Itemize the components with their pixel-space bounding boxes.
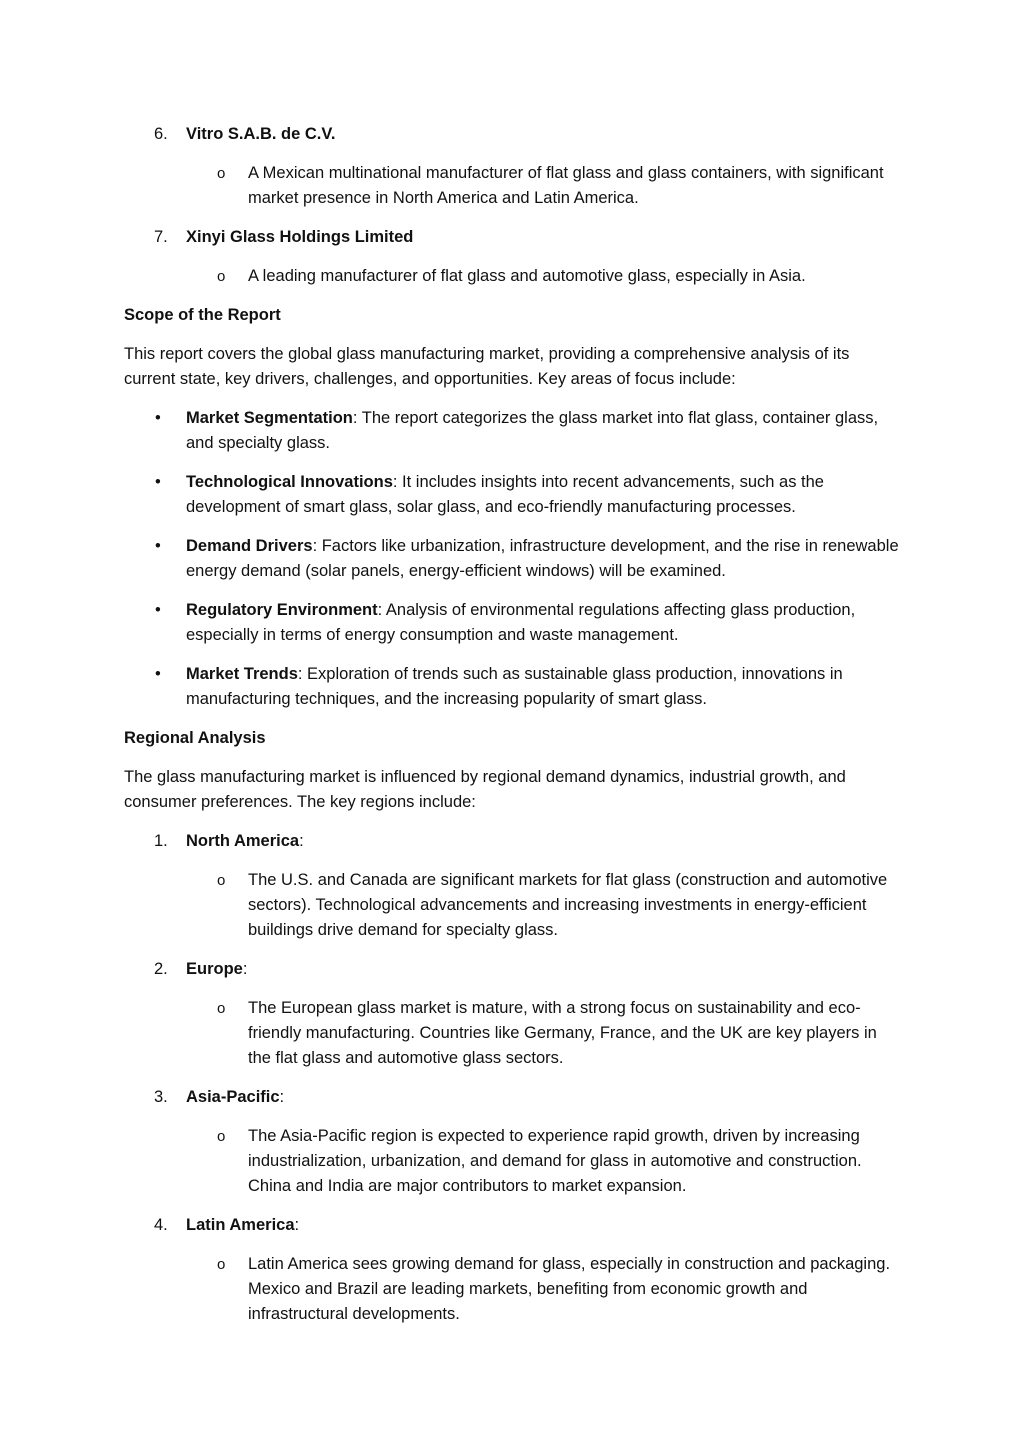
circle-bullet-icon: o (217, 165, 226, 182)
bullet-title: Market Segmentation (186, 409, 353, 427)
list-number: 6. (154, 125, 168, 143)
regional-intro: The glass manufacturing market is influenced by regional demand dynamics, industrial growth, and consumer preferences. The key regions include: (124, 768, 846, 811)
list-number: 7. (154, 228, 168, 246)
bullet-icon: • (155, 601, 161, 619)
scope-bullet-item (124, 662, 904, 712)
scope-bullet-item (124, 598, 904, 648)
company-name: Vitro S.A.B. de C.V. (186, 125, 336, 143)
region-description (124, 1252, 904, 1327)
description-text: A Mexican multinational manufacturer of flat glass and glass containers, with significant market presence in North America and Latin America. (248, 164, 884, 207)
company-description (124, 264, 904, 289)
list-number: 4. (154, 1216, 168, 1234)
description-text: A leading manufacturer of flat glass and automotive glass, especially in Asia. (248, 267, 806, 285)
company-item (124, 225, 904, 250)
bullet-text: : Exploration of trends such as sustainable glass production, innovations in manufacturing techniques, and the increasing popularity of smart glass. (186, 665, 843, 708)
bullet-text: : The report categorizes the glass market into flat glass, container glass, and specialty glass. (186, 409, 879, 452)
company-description (124, 161, 904, 211)
circle-bullet-icon: o (217, 268, 226, 285)
circle-bullet-icon: o (217, 872, 226, 889)
bullet-title: Demand Drivers (186, 537, 313, 555)
section-heading-scope: Scope of the Report (124, 306, 281, 324)
region-name: Asia-Pacific (186, 1088, 280, 1106)
region-suffix: : (279, 1088, 285, 1106)
scope-intro: This report covers the global glass manufacturing market, providing a comprehensive analysis of its current state, key drivers, challenges, and opportunities. Key areas of focus include: (124, 345, 850, 388)
document-content (124, 122, 904, 1341)
company-item (124, 122, 904, 147)
list-number: 2. (154, 960, 168, 978)
region-suffix: : (299, 832, 304, 850)
region-description (124, 996, 904, 1071)
region-name: North America (186, 832, 300, 850)
bullet-text: : Analysis of environmental regulations affecting glass production, especially in terms of energy consumption and waste management. (186, 601, 856, 644)
list-number: 1. (154, 832, 168, 850)
region-item (124, 829, 904, 854)
description-text: The European glass market is mature, with a strong focus on sustainability and eco-friendly manufacturing. Countries like Germany, France, and the UK are key players in the flat glass and automotive glass sectors. (248, 999, 877, 1067)
scope-bullet-item (124, 470, 904, 520)
region-name: Europe (186, 960, 243, 978)
scope-bullet-item (124, 406, 904, 456)
description-text: The U.S. and Canada are significant markets for flat glass (construction and automotive sectors). Technological advancements and increasing investments in energy-efficient buildings drive demand for specialty glass. (248, 871, 888, 939)
company-name: Xinyi Glass Holdings Limited (186, 228, 414, 246)
list-number: 3. (154, 1088, 168, 1106)
bullet-text: : It includes insights into recent advancements, such as the development of smart glass, solar glass, and eco-friendly manufacturing processes. (186, 473, 824, 516)
bullet-icon: • (155, 409, 161, 427)
bullet-icon: • (155, 473, 161, 491)
circle-bullet-icon: o (217, 1256, 226, 1273)
region-description (124, 868, 904, 943)
scope-bullet-item (124, 534, 904, 584)
bullet-icon: • (155, 537, 161, 555)
bullet-title: Regulatory Environment (186, 601, 378, 619)
bullet-title: Market Trends (186, 665, 298, 683)
region-suffix: : (294, 1216, 300, 1234)
region-description (124, 1124, 904, 1199)
description-text: The Asia-Pacific region is expected to experience rapid growth, driven by increasing industrialization, urbanization, and demand for glass in automotive and construction. China and India are major contributors to market expansion. (248, 1127, 862, 1195)
bullet-text: : Factors like urbanization, infrastructure development, and the rise in renewable energy demand (solar panels, energy-efficient windows) will be examined. (186, 537, 899, 580)
section-heading-regional: Regional Analysis (124, 729, 266, 747)
description-text: Latin America sees growing demand for glass, especially in construction and packaging. Mexico and Brazil are leading markets, benefiting from economic growth and infrastructural developments. (248, 1255, 891, 1323)
region-name: Latin America (186, 1216, 295, 1234)
region-suffix: : (242, 960, 248, 978)
region-item (124, 1213, 904, 1238)
circle-bullet-icon: o (217, 1128, 226, 1145)
region-item (124, 1085, 904, 1110)
bullet-title: Technological Innovations (186, 473, 393, 491)
circle-bullet-icon: o (217, 1000, 226, 1017)
region-item (124, 957, 904, 982)
bullet-icon: • (155, 665, 161, 683)
